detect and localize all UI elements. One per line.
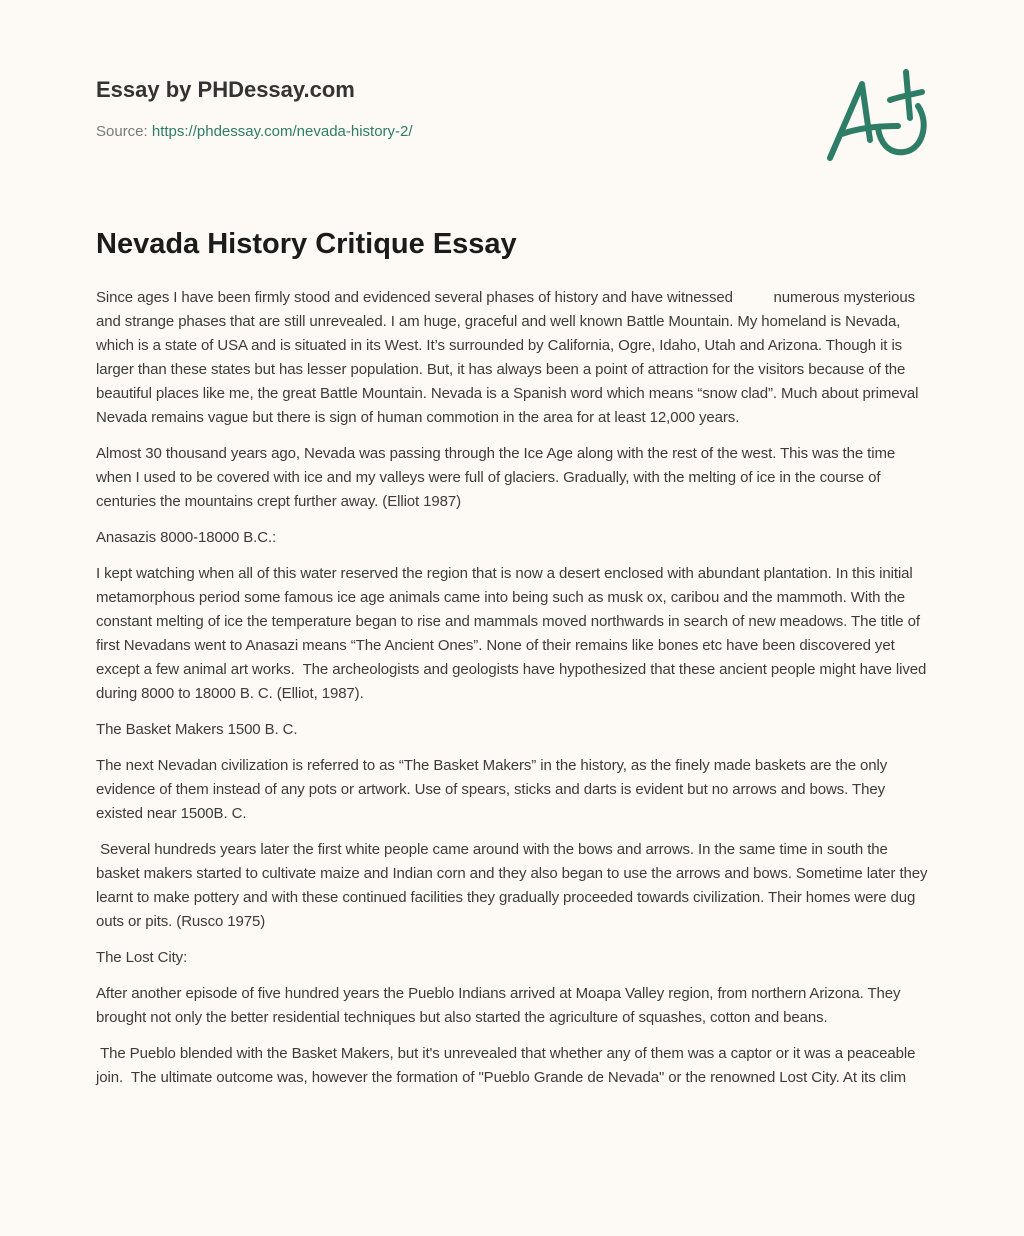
source-link[interactable]: https://phdessay.com/nevada-history-2/ xyxy=(151,123,413,140)
paragraph: Several hundreds years later the first white people came around with the bows and arrows. In the same time in south the basket makers started to cultivate maize and Indian corn and they also began to use the arrows and bows. Sometime later they learnt to make pottery and with these continued facilities they gradually proceeded towards civilization. Their homes were dug outs or pits. (Rusco 1975) xyxy=(96,841,928,930)
section-heading: The Basket Makers 1500 B. C. xyxy=(96,721,298,738)
paragraph: After another episode of five hundred years the Pueblo Indians arrived at Moapa Valley region, from northern Arizona. They brought not only the better residential techniques but also started the agriculture of squashes, cotton and beans. xyxy=(96,985,901,1026)
paragraph: Since ages I have been firmly stood and evidenced several phases of history and have witnessed numerous mysterious and strange phases that are still unrevealed. I am huge, graceful and well known Battle Mountain. My homeland is Nevada, which is a state of USA and is situated in its West. It’s surrounded by California, Ogre, Idaho, Utah and Arizona. Though it is larger than these states but has lesser population. But, it has always been a point of attraction for the visitors because of the beautiful places like me, the great Battle Mountain. Nevada is a Spanish word which means “snow clad”. Much about primeval Nevada remains vague but there is sign of human commotion in the area for at least 12,000 years. xyxy=(96,289,919,426)
essay-header xyxy=(96,74,696,142)
section-heading: The Lost City: xyxy=(96,949,188,966)
section-heading: Anasazis 8000-18000 B.C.: xyxy=(96,529,277,546)
source-line xyxy=(96,122,696,142)
paragraph: The next Nevadan civilization is referred to as “The Basket Makers” in the history, as the finely made baskets are the only evidence of them instead of any pots or artwork. Use of spears, sticks and darts is evident but no arrows and bows. They existed near 1500B. C. xyxy=(96,757,888,822)
brand-title: Essay by PHDessay.com xyxy=(96,77,355,102)
a-plus-grade-icon xyxy=(818,62,938,172)
paragraph: The Pueblo blended with the Basket Makers, but it's unrevealed that whether any of them was a captor or it was a peaceable join. The ultimate outcome was, however the formation of "Pueblo Grande de Nevada" or the renowned Lost City. At its clim xyxy=(96,1045,916,1086)
paragraph: Almost 30 thousand years ago, Nevada was passing through the Ice Age along with the rest of the west. This was the time when I used to be covered with ice and my valleys were full of glaciers. Gradually, with the melting of ice in the course of centuries the mountains crept further away. (Elliot 1987) xyxy=(96,445,896,510)
essay-title: Nevada History Critique Essay xyxy=(96,228,517,260)
source-label: Source: xyxy=(96,123,152,140)
essay-body xyxy=(96,286,928,1102)
paragraph: I kept watching when all of this water reserved the region that is now a desert enclosed with abundant plantation. In this initial metamorphous period some famous ice age animals came into being such as musk ox, caribou and the mammoth. With the constant melting of ice the temperature began to rise and mammals moved northwards in search of new meadows. The title of first Nevadans went to Anasazi means “The Ancient Ones”. None of their remains like bones etc have been discovered yet except a few animal art works. The archeologists and geologists have hypothesized that these ancient people might have lived during 8000 to 18000 B. C. (Elliot, 1987). xyxy=(96,565,927,702)
